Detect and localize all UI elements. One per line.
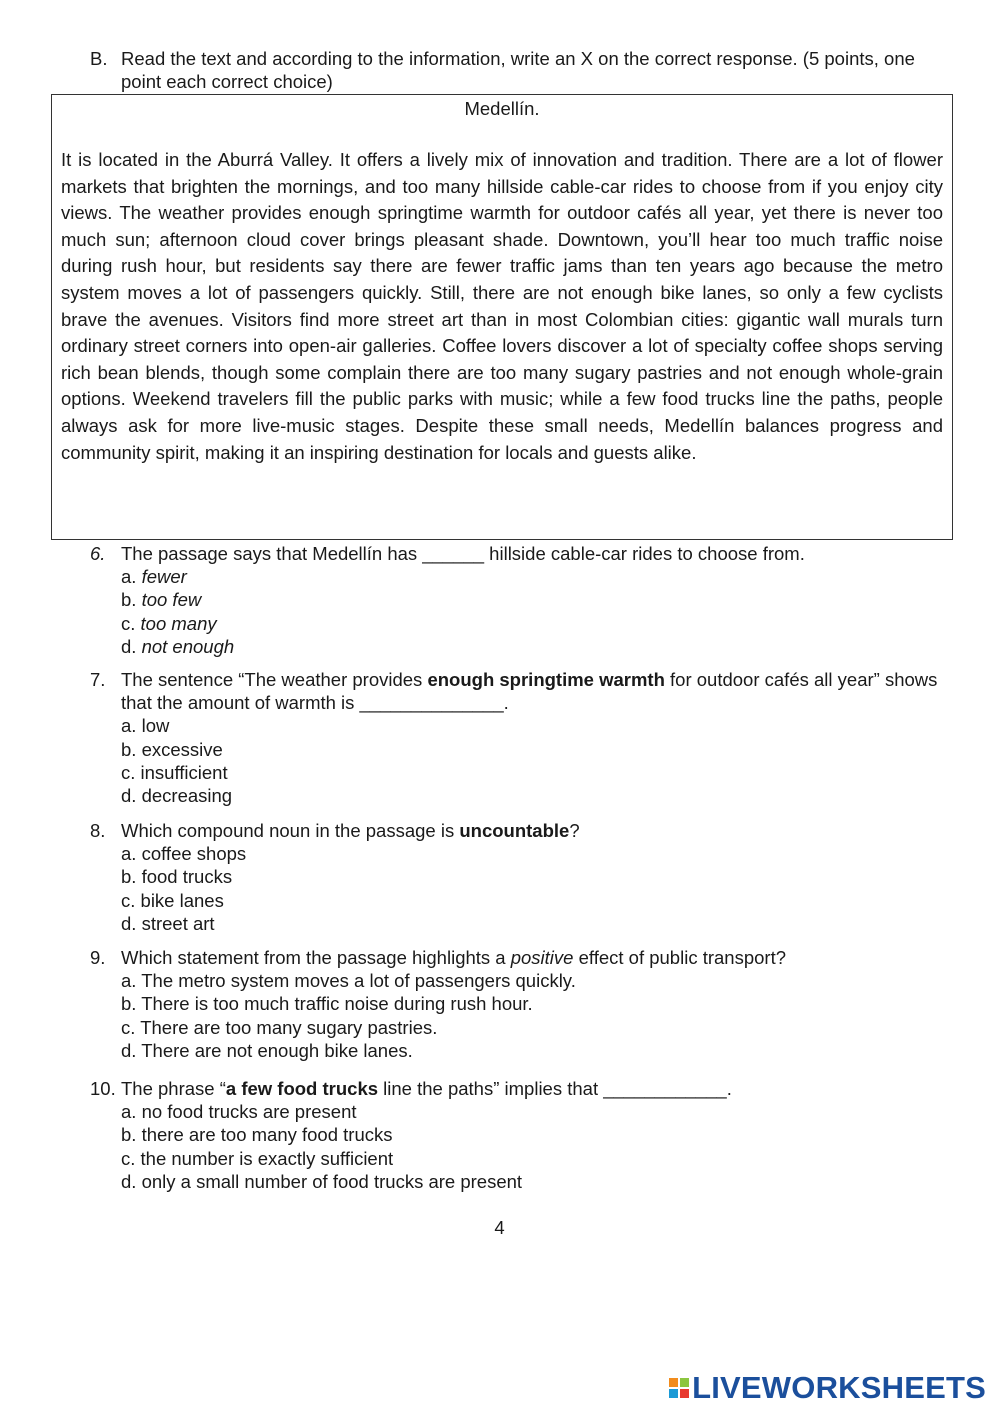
option-a[interactable] — [121, 969, 960, 992]
option-letter: c. — [121, 1147, 136, 1169]
option-c[interactable] — [121, 612, 960, 635]
question-stem — [121, 819, 960, 842]
option-text: excessive — [141, 738, 223, 760]
option-text: there are too many food trucks — [141, 1124, 393, 1146]
stem-text: Which compound noun in the passage is — [121, 820, 460, 841]
option-text: food trucks — [141, 866, 233, 888]
page-number: 4 — [494, 1217, 505, 1238]
passage-title: Medellín. — [464, 98, 540, 119]
option-d[interactable] — [121, 784, 960, 807]
option-c[interactable] — [121, 889, 960, 912]
stem-text: ? — [569, 820, 580, 841]
option-text: only a small number of food trucks are present — [141, 1170, 523, 1192]
option-letter: b. — [121, 589, 137, 611]
logo-square-icon — [680, 1378, 689, 1387]
question-8 — [90, 819, 960, 935]
option-letter: a. — [121, 715, 137, 737]
question-7 — [90, 668, 960, 807]
question-number: 9. — [90, 947, 106, 968]
section-header — [90, 48, 960, 93]
option-letter: b. — [121, 866, 137, 888]
question-number: 8. — [90, 820, 106, 841]
option-text: There are too many sugary pastries. — [140, 1016, 438, 1038]
option-text: low — [141, 715, 170, 737]
option-text: the number is exactly sufficient — [140, 1147, 394, 1169]
option-letter: c. — [121, 889, 136, 911]
stem-italic-text: positive — [510, 947, 574, 968]
option-letter: c. — [121, 761, 136, 783]
logo-text: LIVEWORKSHEETS — [692, 1370, 986, 1405]
option-letter: b. — [121, 1124, 137, 1146]
question-number: 10. — [90, 1078, 116, 1099]
section-instructions: Read the text and according to the information, write an X on the correct response. (5 points, one point each correct choice) — [121, 48, 915, 92]
stem-text: effect of public transport? — [573, 947, 787, 968]
option-text: bike lanes — [140, 889, 224, 911]
question-number: 7. — [90, 669, 106, 690]
option-text: too many — [140, 612, 217, 634]
option-letter: d. — [121, 1039, 137, 1061]
option-c[interactable] — [121, 761, 960, 784]
question-10 — [90, 1077, 960, 1193]
option-letter: c. — [121, 612, 136, 634]
option-letter: a. — [121, 566, 137, 588]
option-text: too few — [141, 589, 202, 611]
passage-body: It is located in the Aburrá Valley. It offers a lively mix of innovation and tradition. There are a lot of flower markets that brighten the mornings, and too many hillside cable-car rides to choose from if you enjoy city views. The weather provides enough springtime warmth for outdoor cafés all year, yet there is never too much sun; afternoon cloud cover brings pleasant shade. Downtown, you’ll hear too much traffic noise during rush hour, but residents say there are fewer traffic jams than ten years ago because the metro system moves a lot of passengers quickly. Still, there are not enough bike lanes, so only a few cyclists brave the avenues. Visitors find more street art than in most Colombian cities: gigantic wall murals turn ordinary street corners into open-air galleries. Coffee lovers discover a lot of specialty coffee shops serving rich bean blends, though some complain there are too many sugary pastries and not enough whole-grain options. Weekend travelers fill the public parks with music; while a few food trucks line the paths, people always ask for more live-music stages. Despite these small needs, Medellín balances progress and community spirit, making it an inspiring destination for locals and guests alike. — [61, 149, 943, 463]
option-c[interactable] — [121, 1147, 960, 1170]
option-letter: a. — [121, 843, 137, 865]
option-b[interactable] — [121, 588, 960, 611]
option-b[interactable] — [121, 738, 960, 761]
option-d[interactable] — [121, 1170, 960, 1193]
logo-square-icon — [680, 1389, 689, 1398]
option-text: There is too much traffic noise during rush hour. — [141, 993, 533, 1015]
option-d[interactable] — [121, 912, 960, 935]
option-letter: a. — [121, 1101, 137, 1123]
question-stem — [121, 946, 960, 969]
stem-bold-text: uncountable — [459, 820, 570, 841]
option-text: street art — [141, 912, 215, 934]
option-text: fewer — [141, 566, 187, 588]
option-letter: d. — [121, 912, 137, 934]
option-text: insufficient — [140, 761, 228, 783]
option-text: The metro system moves a lot of passengers quickly. — [141, 970, 576, 992]
stem-text: for outdoor cafés all year” shows that the amount of warmth is ______________. — [121, 669, 938, 714]
stem-bold-text: a few food trucks — [225, 1078, 379, 1099]
stem-bold-text: enough springtime warmth — [427, 669, 665, 690]
option-a[interactable] — [121, 1100, 960, 1123]
question-6 — [90, 542, 960, 658]
question-number: 6. — [90, 543, 106, 564]
option-text: decreasing — [141, 785, 233, 807]
logo-icon — [669, 1378, 689, 1398]
option-a[interactable] — [121, 565, 960, 588]
option-letter: a. — [121, 970, 137, 992]
option-b[interactable] — [121, 1123, 960, 1146]
option-text: not enough — [141, 635, 235, 657]
option-letter: d. — [121, 1170, 137, 1192]
option-letter: c. — [121, 1016, 136, 1038]
option-text: There are not enough bike lanes. — [141, 1039, 413, 1061]
stem-text: The phrase “ — [121, 1078, 226, 1099]
option-letter: b. — [121, 738, 137, 760]
option-d[interactable] — [121, 1039, 960, 1062]
stem-text: The sentence “The weather provides — [121, 669, 428, 690]
passage-box — [51, 94, 953, 540]
section-label: B. — [90, 48, 108, 69]
option-letter: d. — [121, 635, 137, 657]
stem-text: Which statement from the passage highlights a — [121, 947, 511, 968]
option-text: no food trucks are present — [141, 1101, 357, 1123]
option-b[interactable] — [121, 992, 960, 1015]
question-stem: The passage says that Medellín has ______ hillside cable-car rides to choose from. — [121, 543, 805, 564]
stem-text: line the paths” implies that ____________. — [378, 1078, 732, 1099]
option-c[interactable] — [121, 1016, 960, 1039]
option-text: coffee shops — [141, 843, 247, 865]
option-d[interactable] — [121, 635, 960, 658]
question-stem — [121, 1077, 960, 1100]
option-b[interactable] — [121, 865, 960, 888]
liveworksheets-logo — [669, 1371, 986, 1405]
option-a[interactable] — [121, 714, 960, 737]
option-letter: b. — [121, 993, 137, 1015]
question-stem — [121, 668, 960, 714]
logo-square-icon — [669, 1378, 678, 1387]
option-a[interactable] — [121, 842, 960, 865]
option-letter: d. — [121, 785, 137, 807]
question-9 — [90, 946, 960, 1062]
logo-square-icon — [669, 1389, 678, 1398]
